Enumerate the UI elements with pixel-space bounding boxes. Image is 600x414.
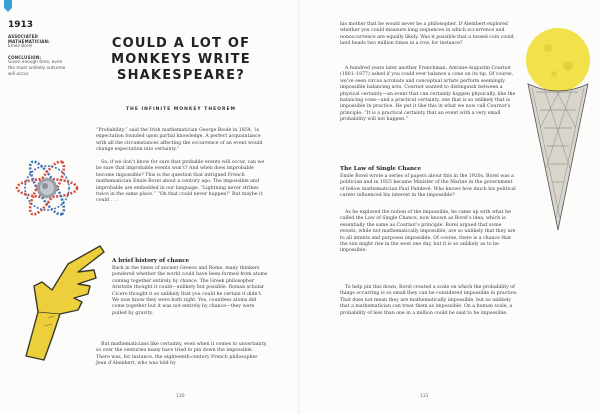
fact-sidebar xyxy=(8,20,70,83)
page-number-left: 130 xyxy=(176,394,185,399)
conclusion-label: CONCLUSION: xyxy=(8,55,42,60)
intro-paragraph-1: “Probability,” said the Irish mathematician George Boole in 1854, ‘is expectation founded upon partial knowledge. A perfect acquaintance with all the circumstances affecting the occurrence of an event would change expectation into certainty.” xyxy=(96,128,263,153)
conclusion-value: Given enough time, even the most unlikely outcome will occur. xyxy=(8,60,66,77)
page-number-right: 131 xyxy=(420,394,429,399)
history-paragraph-2: But mathematicians like certainty, even when it comes to uncertainty, so over the centuries many have tried to pin down the impossible. There was, for instance, the eighteenth-century French philosopher Jean d’Alembert, who was told by xyxy=(96,342,267,367)
right-paragraph-5: To help pin this down, Borel created a scale on which the probability of things occurring is so small they can be considered impossible in practice. That does not mean they are mathematically impossible, but so unlikely that a mathematician can treat them as impossible. On a human scale, a probability of less than one in a million could be said to be impossible. xyxy=(340,285,518,316)
right-paragraph-1: his mother that he would never be a philosopher. D’Alembert explored whether you could measure long sequences in which occurrence and nonoccurrence are equally likely. Was it possible that a tossed coin could land heads two million times in a row, for instance? xyxy=(340,22,514,47)
right-paragraph-4: As he explored the notion of the impossible, he came up with what he called the Law of Single Chance, now known as Borel’s idea, which is essentially the same as Cournot’s principle. Borel argued that some events, while not mathematically impossible, are so unlikely that they are to all intents and purposes impossible. Of course, there is a chance that the sun might rise in the west one day, but it is so unlikely as to be impossible. xyxy=(340,210,516,254)
associated-label: ASSOCIATED MATHEMATICIAN: xyxy=(8,34,50,44)
page-title: COULD A LOT OF MONKEYS WRITE SHAKESPEARE? xyxy=(111,36,251,83)
section-heading-single-chance: The Law of Single Chance xyxy=(340,166,422,172)
intro-paragraph-2: So, if we don’t know for sure that probable events will occur, can we be sure that improbable events won’t? And when does improbable become impossible? This is the question that intrigued French mathematician Emile Borel about a century ago. The impossible and improbable are embedded in our language. “Lightning never strikes twice in the same place.” “Oh that could never happen!” But maybe it could . . . xyxy=(96,160,265,204)
associated-value: Emile Borel xyxy=(8,44,33,49)
right-paragraph-2: A hundred years later another Frenchman, Antoine-Augustin Cournot (1801–1877) asked if you could ever balance a cone on its tip. Of course, we’ve seen circus acrobats and conceptual artists perform seemingly impossible balancing acts. Cournot wanted to distinguish between a physical certainty—an event that can certainly happen physically, like the balancing cone—and a practical certainty, one that is so unlikely that is impossible in practice. He put it like this in what we now call Cournot’s principle: “It is a practical certainty that an event with a very small probability will not happen.” xyxy=(340,66,516,123)
pointing-hand-illustration xyxy=(8,226,108,366)
page-subtitle: THE INFINITE MONKEY THEOREM xyxy=(125,107,237,112)
atom-illustration xyxy=(12,150,82,230)
history-paragraph-1: Back in the times of ancient Greece and Rome, many thinkers pondered whether the world could have been formed from atoms coming together entirely by chance. The Greek philosopher Aristotle thought it could—unlikely but possible. Roman scholar Cicero thought it so unlikely that you could be certain it didn’t. We now know they were both right. Yes, countless atoms did come together but it was not entirely by chance—they were pulled by gravity. xyxy=(112,266,268,316)
year: 1913 xyxy=(8,20,34,30)
right-page xyxy=(300,0,600,414)
bookmark-flag-icon xyxy=(2,0,14,14)
section-heading-history: A brief history of chance xyxy=(112,258,190,264)
right-paragraph-3: Emile Borel wrote a series of papers about this in the 1920s. Borel was a politician and in 1925 became Minister of the Marine in the government of fellow mathematician Paul Painlevé. Who knows how much his political career influenced his interest in the impossible? xyxy=(340,174,516,199)
balancing-ice-cream-cone-illustration xyxy=(518,18,598,238)
